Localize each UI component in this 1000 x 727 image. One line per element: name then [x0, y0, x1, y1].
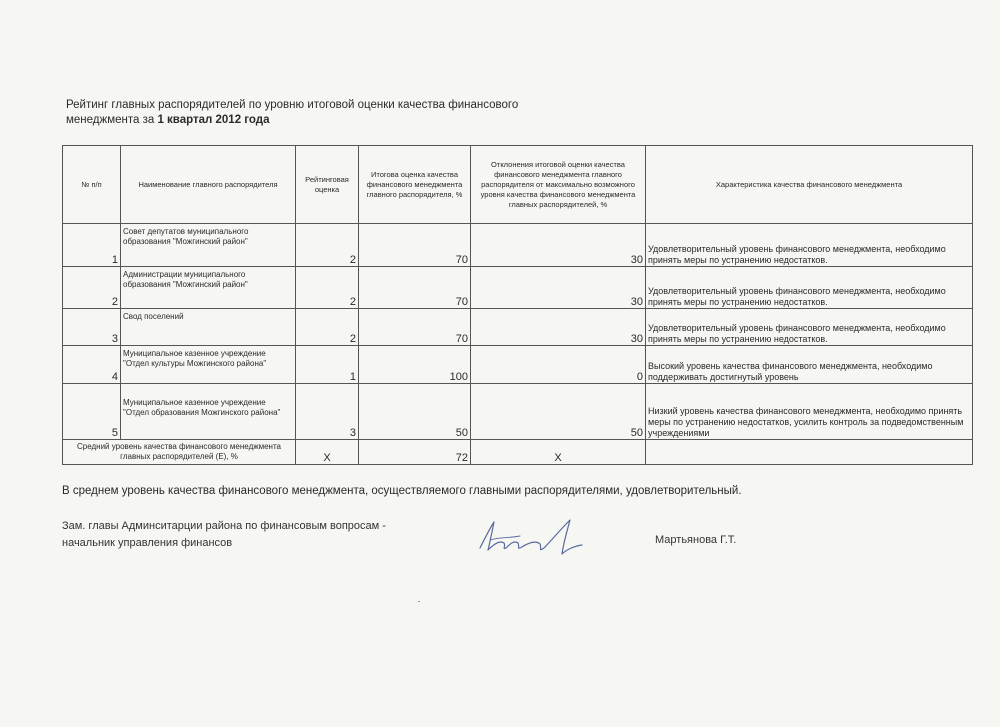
row-name: Совет депутатов муниципального образования "Можгинский район": [121, 224, 296, 267]
average-deviation: X: [471, 440, 646, 465]
table-row: [63, 346, 973, 384]
row-deviation: 50: [471, 384, 646, 440]
title-line-2-prefix: менеджмента за: [66, 114, 158, 126]
document-title: [66, 98, 586, 128]
row-name: Муниципальное казенное учреждение "Отдел образования Можгинского района": [121, 384, 296, 440]
row-rating: 2: [296, 224, 359, 267]
scan-speck: [418, 601, 420, 602]
header-index: № п/п: [63, 146, 121, 224]
row-index: 4: [63, 346, 121, 384]
row-index: 1: [63, 224, 121, 267]
row-characteristic: Низкий уровень качества финансового менеджмента, необходимо принять меры по устранению недостатков, усилить контроль за подведомственным учреждениями: [646, 384, 973, 440]
table-header-row: [63, 146, 973, 224]
table-row: [63, 224, 973, 267]
row-rating: 1: [296, 346, 359, 384]
row-index: 3: [63, 309, 121, 346]
title-line-2: [66, 113, 586, 128]
handwritten-signature: [470, 510, 590, 560]
row-deviation: 30: [471, 224, 646, 267]
table-average-row: [63, 440, 973, 465]
title-line-1: Рейтинг главных распорядителей по уровню итоговой оценки качества финансового: [66, 99, 519, 111]
row-deviation: 30: [471, 267, 646, 309]
row-characteristic: Удовлетворительный уровень финансового менеджмента, необходимо принять меры по устранению недостатков.: [646, 224, 973, 267]
row-name: Свод поселений: [121, 309, 296, 346]
row-score: 70: [359, 224, 471, 267]
average-characteristic: [646, 440, 973, 465]
header-deviation: Отклонения итоговой оценки качества финансового менеджмента главного распорядителя от максимально возможного уровня качества финансового менеджмента главных распорядителей, %: [471, 146, 646, 224]
row-name: Муниципальное казенное учреждение "Отдел культуры Можгинского района": [121, 346, 296, 384]
table-row: [63, 309, 973, 346]
row-score: 70: [359, 309, 471, 346]
row-index: 5: [63, 384, 121, 440]
average-score: 72: [359, 440, 471, 465]
row-score: 50: [359, 384, 471, 440]
row-deviation: 0: [471, 346, 646, 384]
rating-table: [62, 145, 973, 465]
header-name: Наименование главного распорядителя: [121, 146, 296, 224]
header-score: Итогова оценка качества финансового менеджмента главного распорядителя, %: [359, 146, 471, 224]
title-period: 1 квартал 2012 года: [157, 114, 270, 126]
average-rating: X: [296, 440, 359, 465]
row-characteristic: Удовлетворительный уровень финансового менеджмента, необходимо принять меры по устранению недостатков.: [646, 309, 973, 346]
signatory-position-line-2: начальник управления финансов: [62, 537, 233, 549]
row-deviation: 30: [471, 309, 646, 346]
row-index: 2: [63, 267, 121, 309]
table-row: [63, 267, 973, 309]
summary-text: В среднем уровень качества финансового менеджмента, осуществляемого главными распорядителями, удовлетворительный.: [62, 485, 742, 497]
average-label: Средний уровень качества финансового менеджмента главных распорядителей (Е), %: [63, 440, 296, 465]
row-characteristic: Высокий уровень качества финансового менеджмента, необходимо поддерживать достигнутый уровень: [646, 346, 973, 384]
header-rating: Рейтинговая оценка: [296, 146, 359, 224]
row-score: 70: [359, 267, 471, 309]
table-row: [63, 384, 973, 440]
row-score: 100: [359, 346, 471, 384]
row-rating: 3: [296, 384, 359, 440]
signatory-position-line-1: Зам. главы Админситарции района по финансовым вопросам -: [62, 520, 386, 532]
signatory-name: Мартьянова Г.Т.: [655, 534, 737, 546]
header-characteristic: Характеристика качества финансового менеджмента: [646, 146, 973, 224]
row-rating: 2: [296, 267, 359, 309]
row-rating: 2: [296, 309, 359, 346]
signatory-position: [62, 518, 386, 552]
row-characteristic: Удовлетворительный уровень финансового менеджмента, необходимо принять меры по устранению недостатков.: [646, 267, 973, 309]
row-name: Администрации муниципального образования "Можгинский район": [121, 267, 296, 309]
